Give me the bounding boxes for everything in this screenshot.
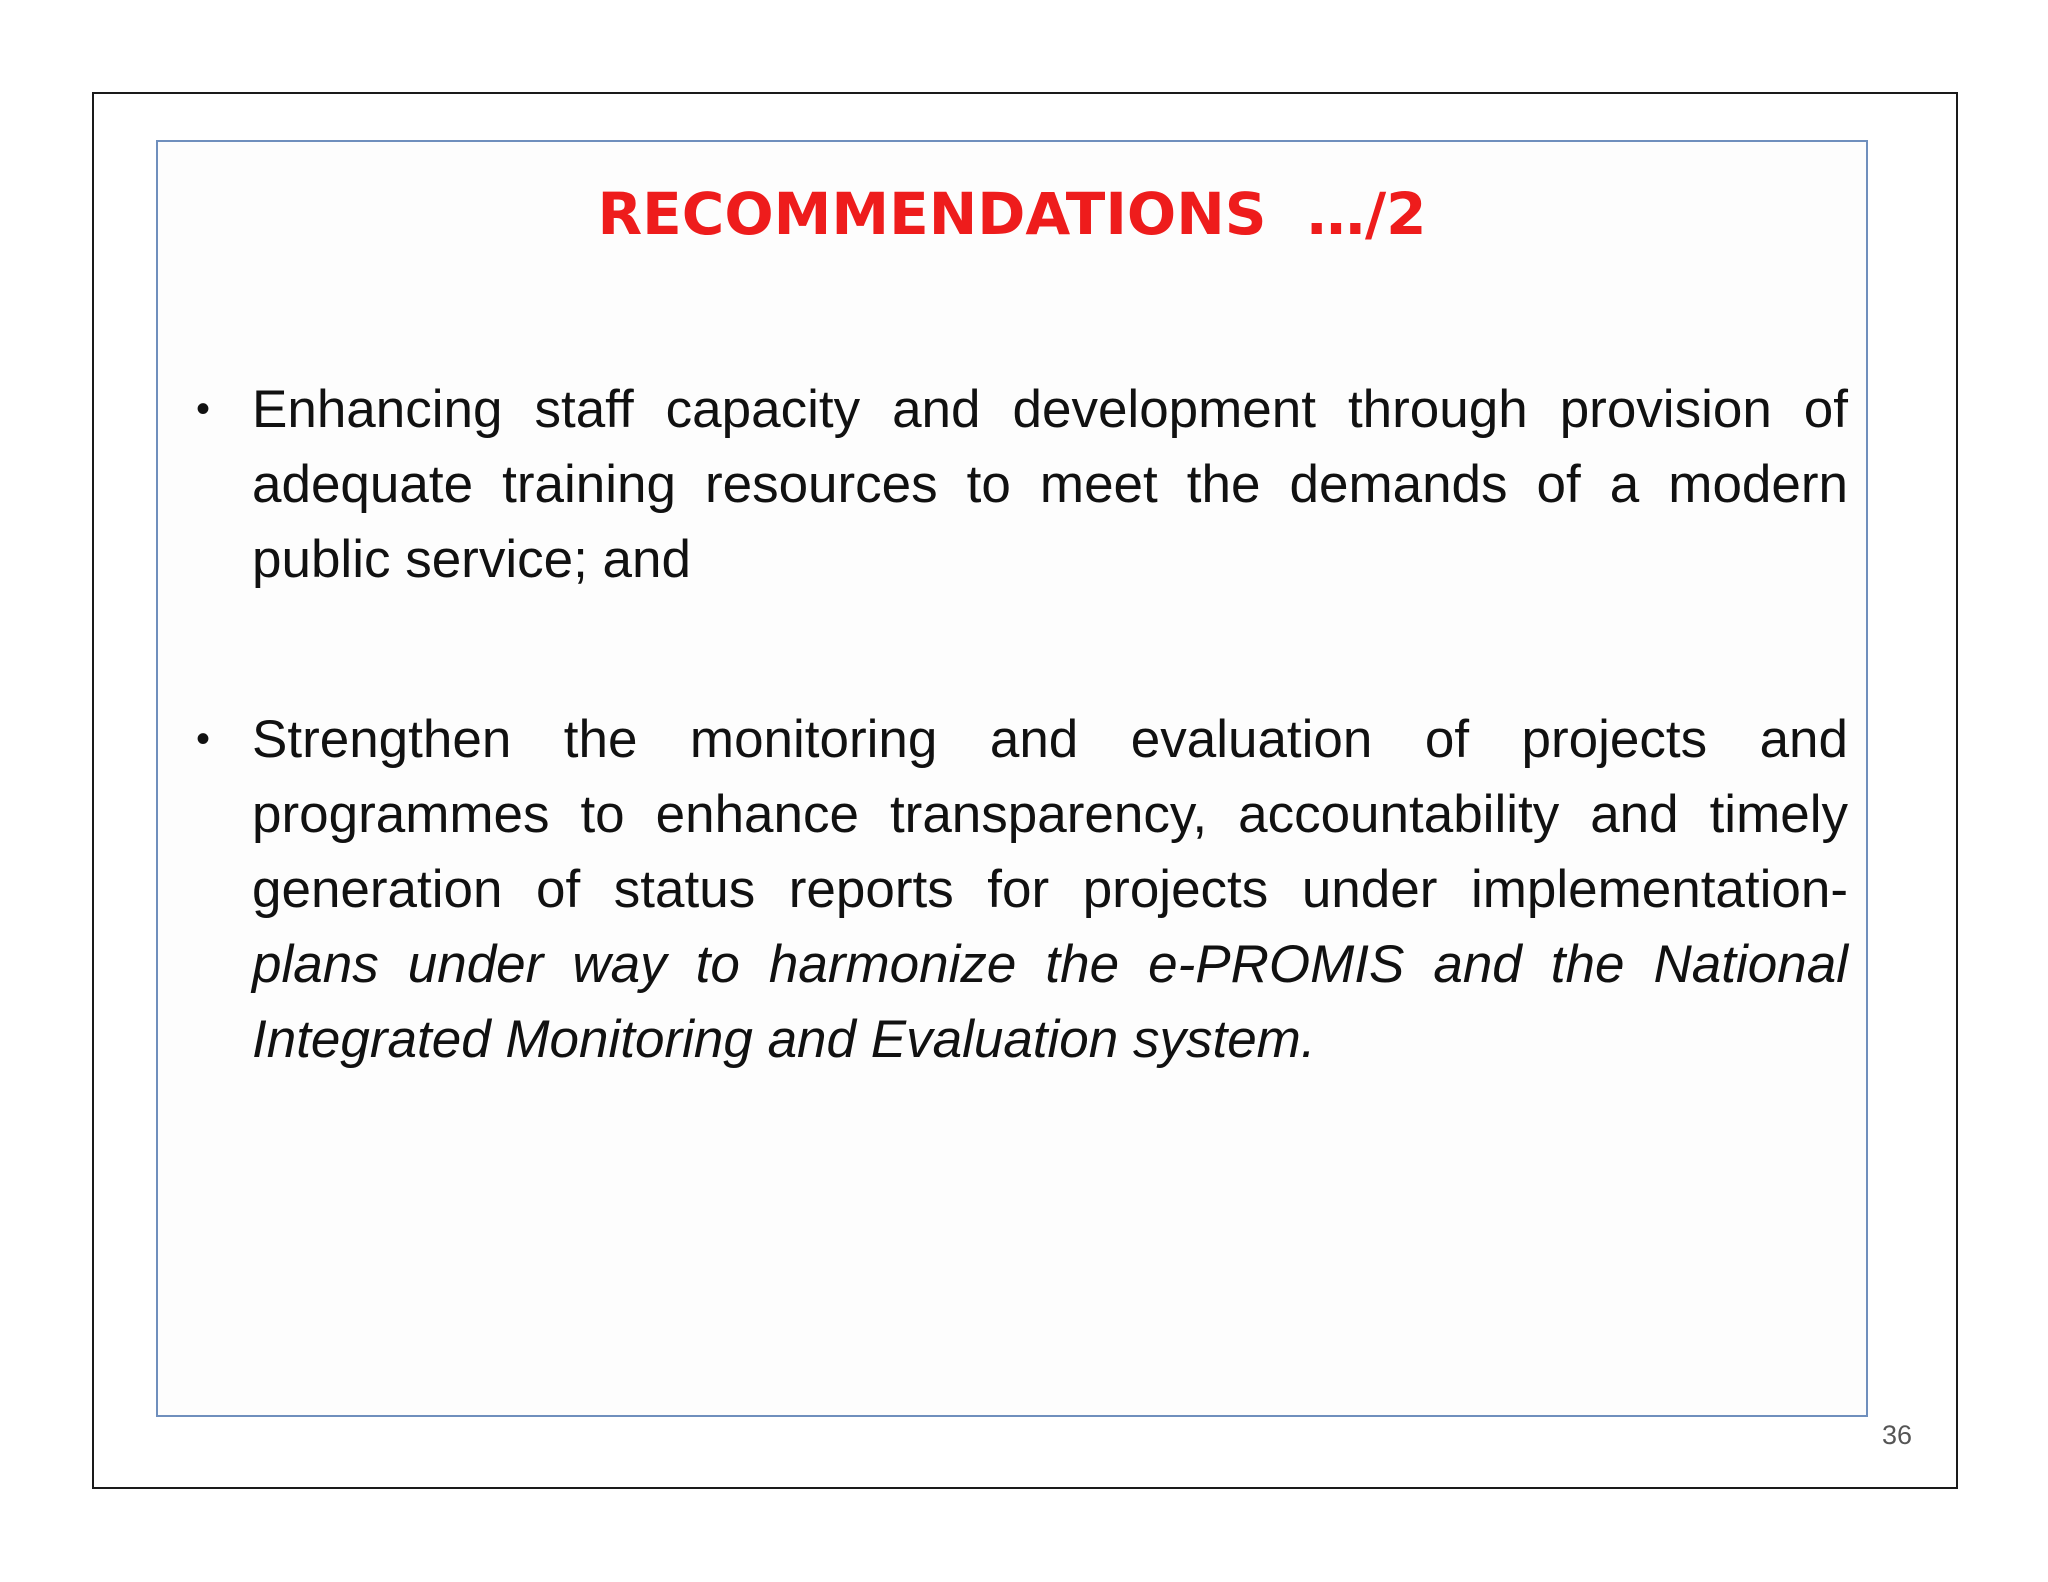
bullet-text-italic: plans under way to harmonize the e-PROMIS and the National Integrated Monitoring and Evaluation system. (252, 935, 1848, 1069)
bullet-item (196, 372, 1848, 597)
bullet-text-regular: Strengthen the monitoring and evaluation of projects and programmes to enhance transparency, accountability and timely generation of status reports for projects under implementation- (252, 710, 1848, 919)
slide-frame (92, 92, 1958, 1489)
slide-title: RECOMMENDATIONS …/2 (597, 180, 1427, 248)
bullet-marker: • (196, 387, 211, 431)
bullet-list (196, 372, 1848, 1077)
bullet-text (252, 380, 1848, 589)
bullet-item (196, 702, 1848, 1077)
bullet-marker: • (196, 717, 211, 761)
bullet-text (252, 710, 1848, 1069)
bullet-text-regular: Enhancing staff capacity and development through provision of adequate training resources to meet the demands of a modern public service; and (252, 380, 1848, 589)
page-number: 36 (1881, 1420, 1912, 1450)
content-box (156, 140, 1868, 1417)
